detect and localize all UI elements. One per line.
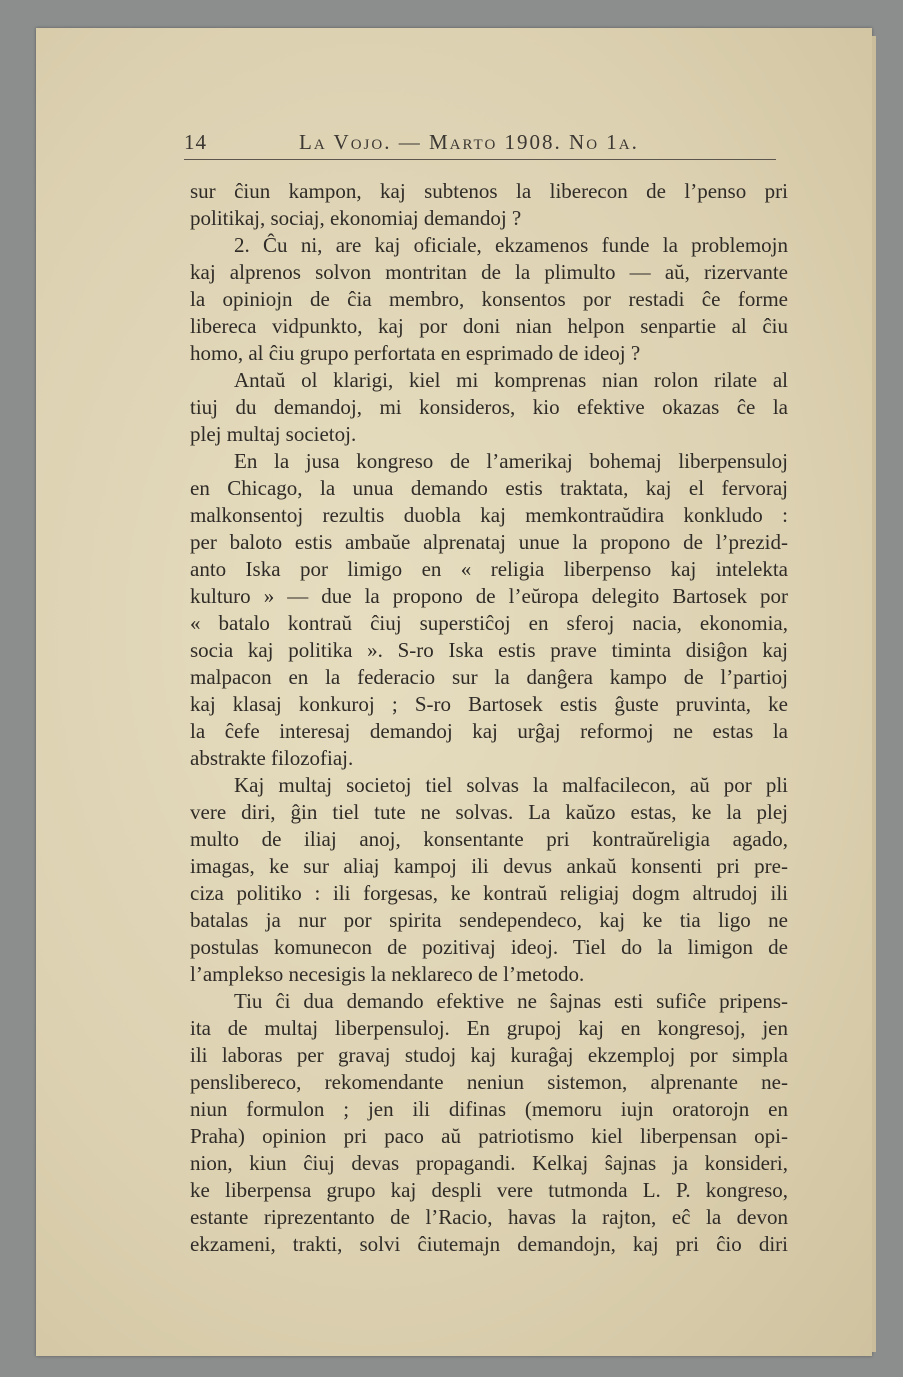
text-line: Praha) opinion pri paco aŭ patriotismo kiel liberpensan opi-	[190, 1124, 788, 1148]
text-line: Antaŭ ol klarigi, kiel mi komprenas nian rolon rilate al	[234, 368, 788, 392]
header-rule	[184, 159, 776, 160]
text-line: la ĉefe interesaj demandoj kaj urĝaj reformoj ne estas la	[190, 719, 788, 743]
text-line: ciza politiko : ili forgesas, ke kontraŭ religiaj dogm altrudoj ili	[190, 881, 788, 905]
text-line: « batalo kontraŭ ĉiuj superstiĉoj en sferoj nacia, ekonomia,	[190, 611, 788, 635]
text-line: en Chicago, la unua demando estis traktata, kaj el fervoraj	[190, 476, 788, 500]
text-line: postulas komunecon de pozitivaj ideoj. Tiel do la limigon de	[190, 935, 788, 959]
page-edge	[872, 36, 876, 1352]
text-line: ekzameni, trakti, solvi ĉiutemajn demandojn, kaj pri ĉio diri	[190, 1232, 788, 1256]
text-line: libereca vidpunkto, kaj por doni nian helpon senpartie al ĉiu	[190, 314, 788, 338]
text-line: socia kaj politika ». S-ro Iska estis prave timinta disiĝon kaj	[190, 638, 788, 662]
text-line: ili laboras per gravaj studoj kaj kuraĝaj ekzemploj por simpla	[190, 1043, 788, 1067]
text-line: per baloto estis ambaŭe alprenataj unue la propono de l’prezid-	[190, 530, 788, 554]
text-line: ke liberpensa grupo kaj despli vere tutmonda L. P. kongreso,	[190, 1178, 788, 1202]
page-number: 14	[184, 130, 207, 154]
text-line: l’amplekso necesigis la neklareco de l’metodo.	[190, 962, 585, 986]
text-line: imagas, ke sur aliaj kampoj ili devus ankaŭ konsenti pri pre-	[190, 854, 788, 878]
text-line: kulturo » — due la propono de l’eŭropa delegito Bartosek por	[190, 584, 788, 608]
text-line: En la jusa kongreso de l’amerikaj bohemaj liberpensuloj	[234, 449, 788, 473]
text-line: nion, kiun ĉiuj devas propagandi. Kelkaj ŝajnas ja konsideri,	[190, 1151, 788, 1175]
running-head: La Vojo. — Marto 1908. No 1a.	[299, 130, 639, 154]
text-line: 2. Ĉu ni, are kaj oficiale, ekzamenos funde la problemojn	[234, 233, 788, 257]
text-line: plej multaj societoj.	[190, 422, 357, 446]
text-line: sur ĉiun kampon, kaj subtenos la liberecon de l’penso pri	[190, 179, 788, 203]
text-line: penslibereco, rekomendante neniun sistemon, alprenante ne-	[190, 1070, 788, 1094]
text-line: homo, al ĉiu grupo perfortata en esprimado de ideoj ?	[190, 341, 641, 365]
text-line: abstrakte filozofiaj.	[190, 746, 354, 770]
text-line: estante riprezentanto de l’Racio, havas la rajton, eĉ la devon	[190, 1205, 788, 1229]
body-text	[190, 178, 788, 1258]
text-line: tiuj du demandoj, mi konsideros, kio efektive okazas ĉe la	[190, 395, 788, 419]
text-line: malkonsentoj rezultis duobla kaj memkontraŭdira konkludo :	[190, 503, 788, 527]
text-line: kaj klasaj konkuroj ; S-ro Bartosek estis ĝuste pruvinta, ke	[190, 692, 788, 716]
text-line: ita de multaj liberpensuloj. En grupoj kaj en kongresoj, jen	[190, 1016, 788, 1040]
text-line: Kaj multaj societoj tiel solvas la malfacilecon, aŭ por pli	[234, 773, 788, 797]
text-line: malpacon en la federacio sur la danĝera kampo de l’partioj	[190, 665, 788, 689]
text-line: la opiniojn de ĉia membro, konsentos por restadi ĉe forme	[190, 287, 788, 311]
text-line: multo de iliaj anoj, konsentante pri kontraŭreligia agado,	[190, 827, 788, 851]
text-line: batalas ja nur por spirita sendependeco, kaj ke tia ligo ne	[190, 908, 788, 932]
text-line: anto Iska por limigo en « religia liberpenso kaj intelekta	[190, 557, 788, 581]
text-line: politikaj, sociaj, ekonomiaj demandoj ?	[190, 206, 522, 230]
text-line: niun formulon ; jen ili difinas (memoru iujn oratorojn en	[190, 1097, 788, 1121]
page-header	[184, 130, 776, 160]
text-line: kaj alprenos solvon montritan de la plimulto — aŭ, rizervante	[190, 260, 788, 284]
text-line: Tiu ĉi dua demando efektive ne ŝajnas esti sufiĉe pripens-	[234, 989, 788, 1013]
text-line: vere diri, ĝin tiel tute ne solvas. La kaŭzo estas, ke la plej	[190, 800, 788, 824]
